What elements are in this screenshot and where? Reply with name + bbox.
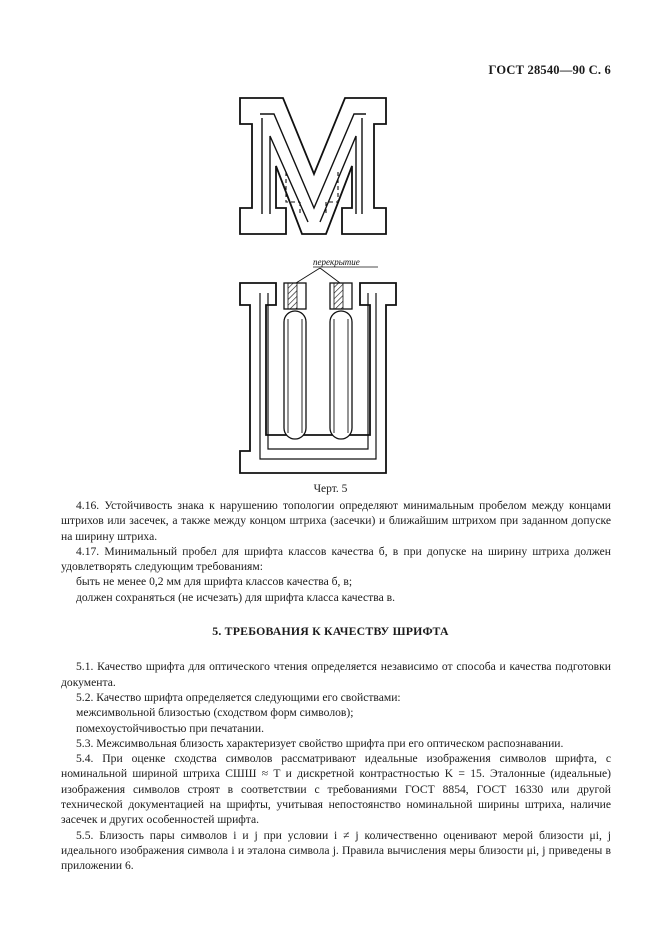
letter-sha-outline	[240, 283, 396, 473]
figure-letter-sha	[238, 253, 398, 475]
stem-left	[284, 311, 306, 439]
overlap-label: перекрытие	[313, 257, 360, 267]
document-body	[0, 498, 661, 874]
overlap-hatch-left	[288, 283, 297, 309]
paragraph-5-5: 5.5. Близость пары символов i и j при условии i ≠ j количественно оценивают мерой близости μi, j идеального изображения символа i и эталона символа j. Правила вычисления меры близости μi, j приведены в приложении 6.	[61, 828, 611, 873]
paragraph-5-2: 5.2. Качество шрифта определяется следующими его свойствами:	[76, 690, 401, 704]
paragraph-4-16: 4.16. Устойчивость знака к нарушению топологии определяют минимальным пробелом между концами штрихов или засечек, а также между концом штриха (засечки) и ближайшим штрихом при заданном допуске на ширину штриха.	[61, 499, 611, 543]
paragraph-4-17-item-2: должен сохраняться (не исчезать) для шрифта класса качества в.	[76, 590, 395, 604]
section-5-title: 5. ТРЕБОВАНИЯ К КАЧЕСТВУ ШРИФТА	[212, 624, 449, 639]
stem-right	[330, 311, 352, 439]
paragraph-5-4: 5.4. При оценке сходства символов рассматривают идеальные изображения символов шрифта, с номинальной шириной штриха СШШ ≈ T и дискретной контрастностью K = 15. Эталонные (идеальные) изображения символов строят в соответствии с требованиями ГОСТ 8854, ГОСТ 16330 или другой технической документацией на шрифты, учитывая непостоянство номинальной ширины штриха, наличие засечек и других особенностей шрифта.	[61, 752, 611, 827]
figure-letter-m	[238, 96, 388, 236]
paragraph-4-17: 4.17. Минимальный пробел для шрифта классов качества б, в при допуске на ширину штриха должен удовлетворять следующим требованиям:	[61, 544, 611, 574]
overlap-leader-lines	[296, 268, 340, 283]
figure-caption: Черт. 5	[313, 483, 348, 495]
paragraph-5-3: 5.3. Межсимвольная близость характеризует свойство шрифта при его оптическом распознавании.	[76, 736, 564, 750]
paragraph-5-1: 5.1. Качество шрифта для оптического чтения определяется независимо от способа и качества подготовки документа.	[61, 660, 611, 689]
paragraph-5-2-item-2: помехоустойчивостью при печатании.	[76, 721, 264, 735]
overlap-hatch-right	[334, 283, 343, 309]
page-header: ГОСТ 28540—90 С. 6	[488, 63, 611, 77]
paragraph-4-17-item-1: быть не менее 0,2 мм для шрифта классов качества б, в;	[76, 575, 353, 589]
paragraph-5-2-item-1: межсимвольной близостью (сходством форм символов);	[76, 706, 354, 720]
